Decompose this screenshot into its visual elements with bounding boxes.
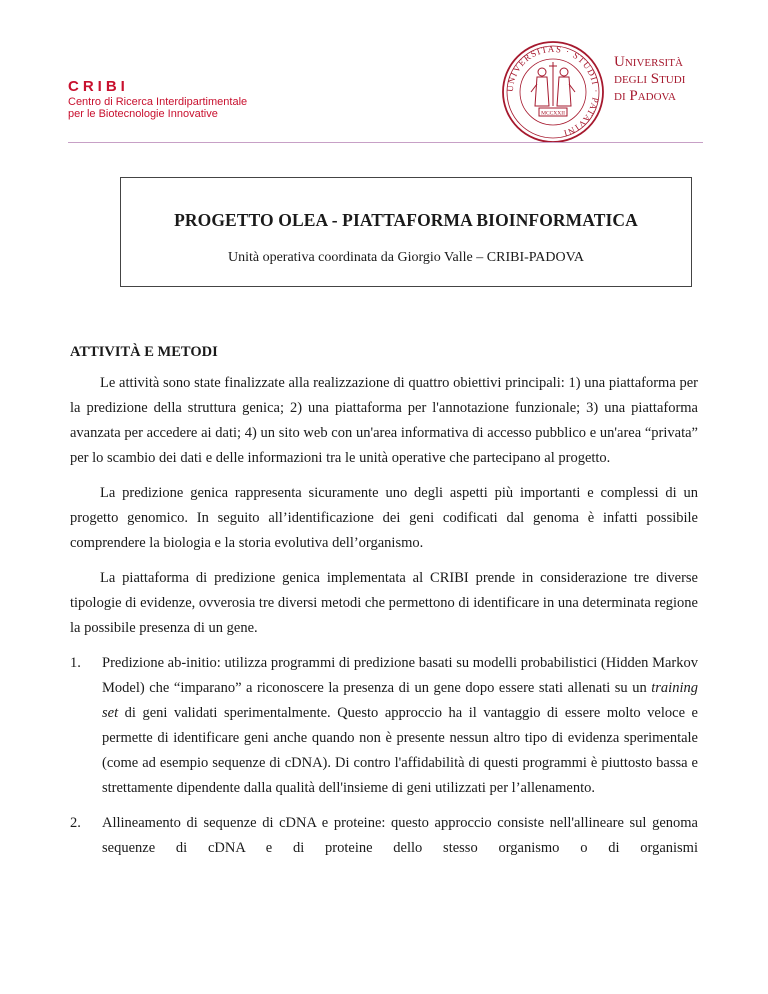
section-heading: ATTIVITÀ E METODI [70, 344, 218, 360]
university-name-line-1: Università [614, 54, 683, 70]
paragraph: La predizione genica rappresenta sicuramente uno degli aspetti più importanti e complessi di un progetto genomico. In seguito all’identificazione dei geni codificati dal genoma è infatti possibile comprendere la biologia e la storia evolutiva dell’organismo. [70, 485, 698, 551]
list-item-number: 2. [70, 815, 81, 831]
list-item [70, 651, 698, 801]
cribi-subtitle-line-1: Centro di Ricerca Interdipartimentale [68, 96, 248, 108]
cribi-subtitle [68, 96, 247, 120]
paragraph: Le attività sono state finalizzate alla realizzazione di quattro obiettivi principali: 1) una piattaforma per la predizione della struttura genica; 2) una piattaforma per l'annotazione funzionale; 3) una piattaforma avanzata per accedere ai dati; 4) un sito web con un'area informativa di accesso pubblico e un'area “privata” per lo scambio dei dati e delle informazioni tra le unità operative che partecipano al progetto. [70, 375, 698, 466]
cribi-subtitle-line-2: per le Biotecnologie Innovative [68, 108, 218, 120]
project-title: PROGETTO OLEA - PIATTAFORMA BIOINFORMATICA [174, 210, 638, 230]
header-divider [68, 142, 703, 143]
university-name [614, 54, 685, 105]
seal-ring-text: UNIVERSITAS · STUDII · PATAVINI [504, 43, 602, 139]
list-item-text: Predizione ab-initio: utilizza programmi di predizione basati su modelli probabilistici (Hidden Markov Model) che “imparano” a riconoscere la presenza di un gene dopo essere stati allenati su un training set di geni validati sperimentalmente. Questo approccio ha il vantaggio di essere molto veloce e permette di identificare geni anche quando non è presente nessun altro tipo di evidenza sperimentale (come ad esempio sequenze di cDNA). Di contro l'affidabilità di questi programmi è piuttosto bassa e strettamente dipendente dalla qualità dell'insieme di geni utilizzati per l’allenamento. [102, 655, 698, 796]
coordination-line: Unità operativa coordinata da Giorgio Valle – CRIBI-PADOVA [227, 250, 585, 265]
body-text [70, 371, 698, 871]
university-seal-icon [501, 40, 605, 144]
title-box [120, 177, 692, 287]
list-item-text: Allineamento di sequenze di cDNA e proteine: questo approccio consiste nell'allineare sul genoma sequenze di cDNA e di proteine dello stesso organismo o di organismi [102, 815, 698, 856]
method-list [70, 651, 698, 861]
university-name-line-2: degli Studi [614, 71, 686, 87]
seal-year: MCCXXII [541, 110, 565, 117]
emphasis: training set [102, 680, 698, 721]
university-name-line-3: di Padova [614, 88, 677, 104]
cribi-logo-text: CRIBI [68, 78, 129, 95]
letterhead [0, 0, 768, 145]
paragraph: La piattaforma di predizione genica implementata al CRIBI prende in considerazione tre diverse tipologie di evidenze, ovverosia tre diversi metodi che permettono di identificare in una determinata regione la possibile presenza di un gene. [70, 570, 698, 636]
list-item-number: 1. [70, 655, 81, 671]
list-item [70, 811, 698, 861]
